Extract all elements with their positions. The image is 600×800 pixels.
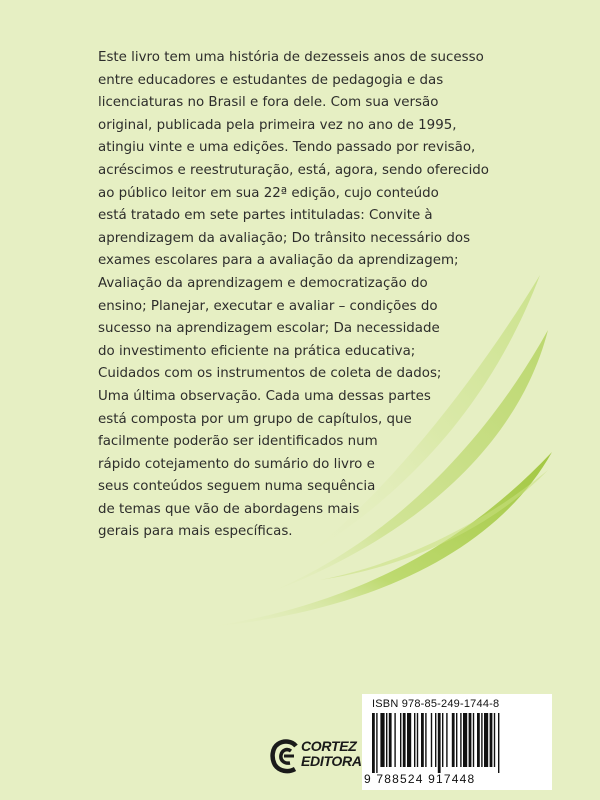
barcode-bar [389, 713, 392, 767]
description-line: Avaliação da aprendizagem e democratização do [98, 275, 428, 291]
barcode-bar [421, 713, 424, 767]
description-line: Cuidados com os instrumentos de coleta de dados; [98, 366, 442, 382]
barcode-bar [463, 713, 467, 767]
back-cover-description [98, 47, 518, 544]
barcode-bar [498, 713, 499, 773]
description-line: acréscimos e reestruturação, está, agora, sendo oferecido [98, 162, 489, 178]
barcode-bar [386, 713, 387, 767]
barcode-bar [435, 713, 436, 767]
description-line: de temas que vão de abordagens mais [98, 501, 360, 517]
barcode-bar [494, 713, 495, 767]
publisher-name-line2: EDITORA [301, 753, 362, 769]
barcode-bar [376, 713, 377, 773]
description-line: está composta por um grupo de capítulos, que [98, 411, 412, 427]
barcode-bar [425, 713, 426, 767]
description-line: Uma última observação. Cada uma dessas partes [98, 388, 431, 404]
barcode-bar [456, 713, 457, 767]
publisher-name [301, 739, 362, 769]
description-paragraph [98, 47, 518, 544]
barcode-bar [400, 713, 401, 767]
barcode-bar [473, 713, 474, 767]
barcode-bar [380, 713, 384, 767]
barcode-digits: 9 788524 917448 [364, 772, 476, 786]
description-line: atingiu vinte e uma edições. Tendo passado por revisão, [98, 140, 476, 156]
barcode-bar [460, 713, 461, 767]
description-line: facilmente poderão ser identificados num [98, 434, 378, 450]
barcode-bar [446, 713, 447, 767]
barcode-bar [442, 713, 443, 767]
isbn-label: ISBN 978-85-249-1744-8 [372, 698, 500, 710]
barcode-bar [417, 713, 418, 767]
barcode-bar [481, 713, 482, 767]
barcode-bar [477, 713, 480, 767]
description-line: do investimento eficiente na prática educativa; [98, 343, 416, 359]
barcode-bar [490, 713, 493, 767]
barcode-bar [452, 713, 455, 767]
barcode-bar [414, 713, 415, 767]
publisher-name-line1: CORTEZ [301, 738, 357, 754]
description-line: entre educadores e estudantes de pedagogia e das [98, 72, 444, 88]
barcode-bar [438, 713, 441, 773]
description-line: ensino; Planejar, executar e avaliar – condições do [98, 298, 438, 314]
description-line: gerais para mais específicas. [98, 524, 293, 540]
barcode-bar [407, 713, 411, 767]
barcode-bars [370, 713, 546, 773]
description-line: ao público leitor em sua 22ª edição, cujo conteúdo [98, 185, 439, 201]
barcode-bar [372, 713, 375, 773]
description-line: exames escolares para a avaliação da aprendizagem; [98, 253, 459, 269]
publisher-logo [270, 736, 366, 778]
description-line: original, publicada pela primeira vez no ano de 1995, [98, 117, 457, 133]
barcode-bar [469, 713, 472, 767]
barcode-bar [484, 713, 488, 767]
barcode-bar [394, 713, 395, 767]
description-line: aprendizagem da avaliação; Do trânsito necessário dos [98, 230, 471, 246]
description-line: rápido cotejamento do sumário do livro e [98, 456, 375, 472]
description-line: licenciaturas no Brasil e fora dele. Com sua versão [98, 95, 439, 111]
description-line: sucesso na aprendizagem escolar; Da necessidade [98, 321, 440, 337]
description-line: Este livro tem uma história de dezesseis anos de sucesso [98, 50, 484, 65]
publisher-mark-icon [270, 738, 300, 774]
barcode-bar [403, 713, 406, 767]
isbn-barcode [362, 694, 552, 790]
description-line: está tratado em sete partes intituladas: Convite à [98, 208, 433, 224]
description-line: seus conteúdos seguem numa sequência [98, 479, 376, 495]
barcode-bar [431, 713, 432, 767]
